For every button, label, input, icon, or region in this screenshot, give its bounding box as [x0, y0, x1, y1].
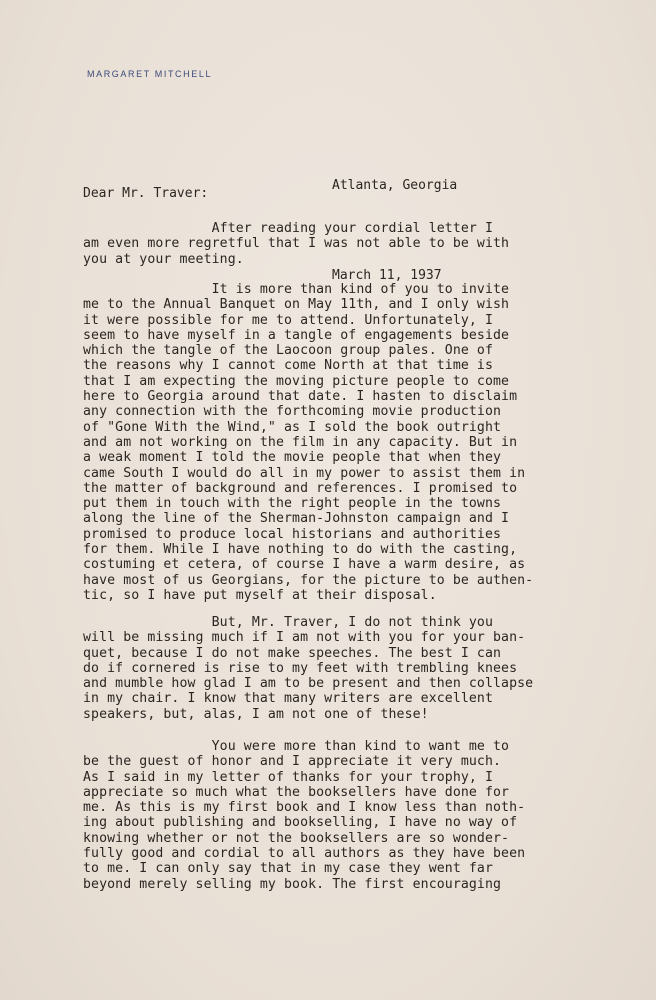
text-line: have most of us Georgians, for the picture to be authen-: [83, 572, 534, 588]
text-line: ing about publishing and bookselling, I have no way of: [83, 815, 518, 831]
salutation: Dear Mr. Traver:: [83, 186, 209, 201]
text-line: and am not working on the film in any capacity. But in: [83, 434, 518, 450]
text-line: promised to produce local historians and authorities: [83, 526, 502, 542]
place-line: Atlanta, Georgia: [332, 178, 458, 193]
text-line: beyond merely selling my book. The first encouraging: [83, 876, 502, 892]
text-line: As I said in my letter of thanks for your trophy, I: [83, 769, 494, 785]
text-line: costuming et cetera, of course I have a warm desire, as: [83, 557, 526, 573]
text-line: But, Mr. Traver, I do not think you: [83, 615, 494, 630]
text-line: knowing whether or not the booksellers are so wonder-: [83, 830, 510, 846]
text-line: fully good and cordial to all authors as they have been: [83, 846, 526, 862]
text-line: to me. I can only say that in my case they went far: [83, 861, 494, 877]
text-line: that I am expecting the moving picture people to come: [83, 373, 510, 389]
text-line: any connection with the forthcoming movie production: [83, 404, 502, 420]
text-line: do if cornered is rise to my feet with trembling knees: [83, 660, 518, 676]
text-line: you at your meeting.: [83, 251, 244, 267]
text-line: me to the Annual Banquet on May 11th, and I only wish: [83, 297, 510, 313]
text-line: appreciate so much what the booksellers have done for: [83, 784, 510, 800]
text-line: and mumble how glad I am to be present and then collapse: [83, 676, 534, 692]
text-line: seem to have myself in a tangle of engagements beside: [83, 327, 510, 343]
text-line: be the guest of honor and I appreciate it very much.: [83, 754, 502, 770]
paragraph-2: [83, 282, 603, 603]
letterhead: MARGARET MITCHELL: [87, 69, 213, 79]
text-line: here to Georgia around that date. I hasten to disclaim: [83, 389, 518, 405]
paragraph-4: [83, 739, 603, 892]
text-line: tic, so I have put myself at their disposal.: [83, 587, 437, 603]
text-line: along the line of the Sherman-Johnston campaign and I: [83, 511, 510, 527]
text-line: in my chair. I know that many writers are excellent: [83, 691, 494, 707]
text-line: will be missing much if I am not with you for your ban-: [83, 630, 526, 646]
paragraph-1: [83, 221, 603, 267]
text-line: speakers, but, alas, I am not one of these!: [83, 706, 429, 722]
text-line: It is more than kind of you to invite: [83, 282, 510, 297]
text-line: After reading your cordial letter I: [83, 221, 494, 236]
text-line: the matter of background and references. I promised to: [83, 480, 518, 496]
text-line: which the tangle of the Laocoon group pales. One of: [83, 343, 494, 359]
text-line: it were possible for me to attend. Unfortunately, I: [83, 312, 494, 328]
text-line: You were more than kind to want me to: [83, 739, 510, 754]
text-line: quet, because I do not make speeches. The best I can: [83, 645, 502, 661]
text-line: for them. While I have nothing to do with the casting,: [83, 542, 518, 558]
text-line: came South I would do all in my power to assist them in: [83, 465, 526, 481]
text-line: a weak moment I told the movie people that when they: [83, 450, 502, 466]
text-line: put them in touch with the right people in the towns: [83, 496, 502, 512]
date-line: March 11, 1937: [332, 268, 442, 283]
text-line: am even more regretful that I was not able to be with: [83, 236, 510, 252]
paragraph-3: [83, 615, 603, 722]
text-line: the reasons why I cannot come North at that time is: [83, 358, 494, 374]
text-line: of "Gone With the Wind," as I sold the book outright: [83, 419, 502, 435]
text-line: me. As this is my first book and I know less than noth-: [83, 800, 526, 816]
